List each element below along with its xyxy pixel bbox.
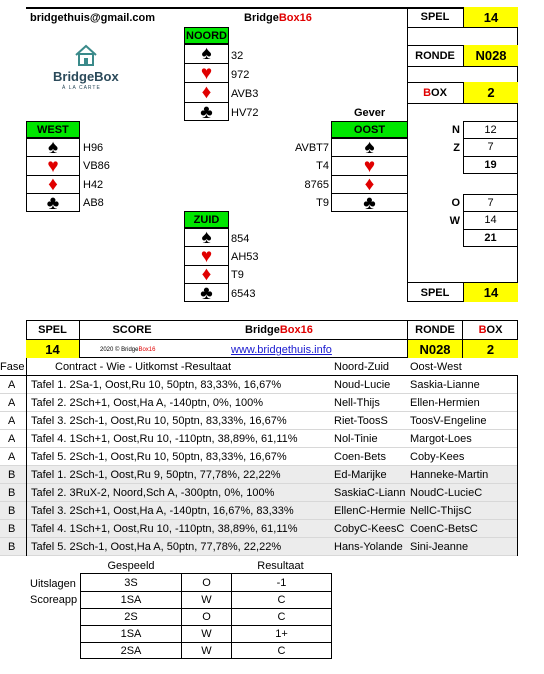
spel-value: 14 [463, 7, 518, 27]
hcp-z-value: 7 [463, 138, 518, 156]
south-label: ZUID [184, 211, 229, 228]
hcp-n-value: 12 [463, 121, 518, 139]
box-label-ox: OX [431, 87, 447, 99]
summary-row [81, 608, 331, 625]
score-box-label [463, 320, 518, 339]
south-spade-icon: ♠ [201, 226, 212, 248]
ow-pair-cell: Coby-Kees [410, 451, 465, 463]
table-row [0, 430, 518, 448]
west-clubs: AB8 [83, 197, 104, 209]
copyright-brand-pre: Bridge [121, 347, 139, 353]
results-header-row [0, 358, 518, 376]
fase-cell: B [8, 505, 16, 517]
summary-row [81, 642, 331, 659]
north-diamond-icon: ♦ [184, 82, 229, 102]
col-fase: Fase [0, 361, 25, 373]
summary-result-cell: C [277, 611, 286, 623]
score-brand-mid: Box [279, 324, 301, 336]
table-row [0, 376, 518, 394]
south-diamond-icon: ♦ [184, 265, 229, 283]
summary-side-label-2: Scoreapp [30, 594, 78, 606]
fase-cell: A [8, 379, 16, 391]
north-spades: 32 [231, 50, 244, 62]
contract-cell: Tafel 4. 1Sch+1, Oost,Ru 10, -110ptn, 38,89%, 61,11% [31, 433, 298, 445]
summary-contract-cell: 1SA [81, 626, 182, 642]
score-spel-value: 14 [26, 340, 80, 358]
results-body [0, 376, 518, 556]
west-hearts: VB86 [83, 160, 110, 172]
ow-pair-cell: Hanneke-Martin [410, 469, 489, 481]
table-row [0, 412, 518, 430]
score-brand [245, 324, 313, 336]
nz-pair-cell: SaskiaC-Liann [334, 487, 406, 499]
south-clubs: 6543 [231, 288, 256, 300]
north-clubs: HV72 [231, 107, 259, 119]
east-spades: AVBT7 [294, 142, 329, 154]
nz-pair-cell: CobyC-KeesC [334, 523, 405, 535]
summary-contract-cell: 3S [81, 574, 182, 591]
logo-main-text: BridgeBox [53, 69, 119, 84]
score-ronde-label: RONDE [407, 320, 463, 339]
summary-side-label-1: Uitslagen [30, 578, 76, 590]
fase-cell: B [8, 541, 16, 553]
brand-pre: Bridge [244, 12, 279, 24]
summary-result-cell: -1 [276, 576, 287, 589]
nz-pair-cell: Hans-Yolande [334, 541, 403, 553]
contract-cell: Tafel 3. 2Sch-1, Oost,Ru 10, 50ptn, 83,33%, 16,67% [31, 415, 287, 427]
nz-pair-cell: Riet-ToosS [334, 415, 388, 427]
east-spade-icon: ♠ [364, 136, 375, 158]
nz-pair-cell: EllenC-Hermie [334, 505, 406, 517]
table-row [0, 394, 518, 412]
email-address: bridgethuis@gmail.com [30, 12, 156, 24]
summary-by-cell: W [182, 643, 232, 659]
summary-row [81, 625, 331, 642]
info-sep-1 [407, 27, 518, 28]
logo-sub-text: À LA CARTE [62, 85, 101, 91]
summary-contract-cell: 1SA [81, 592, 182, 608]
hcp-w-label: W [449, 214, 460, 227]
summary-result-cell: C [277, 645, 286, 657]
summary-contract-cell: 2S [81, 609, 182, 625]
copyright-brand-mid: Box [138, 347, 149, 353]
fase-cell: B [8, 523, 16, 535]
summary-result-cell: C [277, 594, 286, 606]
col-contract: Contract - Wie - Uitkomst -Resultaat [55, 361, 232, 373]
table-row [0, 502, 518, 520]
fase-cell: A [8, 415, 16, 427]
ow-pair-cell: Sini-Jeanne [410, 541, 469, 553]
nz-pair-cell: Nol-Tinie [334, 433, 378, 445]
table-row [0, 484, 518, 502]
bridgebox-logo [50, 44, 122, 92]
ow-pair-cell: CoenC-BetsC [410, 523, 478, 535]
results-fase-border [26, 358, 27, 556]
west-spades: H96 [83, 142, 104, 154]
contract-cell: Tafel 3. 2Sch+1, Oost,Ha A, -140ptn, 16,67%, 83,33% [31, 505, 294, 517]
summary-gespeeld-label: Gespeeld [107, 560, 155, 572]
contract-cell: Tafel 2. 3RuX-2, Noord,Sch A, -300ptn, 0%, 100% [31, 487, 275, 499]
ow-pair-cell: Margot-Loes [410, 433, 472, 445]
results-header-sep [0, 375, 518, 376]
table-row [0, 520, 518, 538]
south-diamonds: T9 [231, 269, 244, 281]
south-club-icon: ♣ [184, 283, 229, 302]
brand-mid: Box [278, 12, 300, 24]
score-brand-num: 16 [300, 324, 313, 336]
north-heart-icon: ♥ [184, 63, 229, 82]
hcp-w-value: 14 [463, 211, 518, 229]
spel-value-bottom: 14 [463, 283, 518, 302]
ow-pair-cell: NoudC-LucieC [410, 487, 483, 499]
north-label: NOORD [184, 27, 229, 44]
west-club-icon: ♣ [26, 193, 80, 212]
score-box-label-b: B [478, 323, 487, 336]
west-spade-icon: ♠ [47, 136, 59, 158]
gever-label: Gever [354, 107, 386, 119]
website-link[interactable]: www.bridgethuis.info [231, 344, 332, 356]
col-ow: Oost-West [410, 361, 462, 373]
contract-cell: Tafel 2. 2Sch+1, Oost,Ha A, -140ptn, 0%, 100% [31, 397, 264, 409]
score-brand-pre: Bridge [245, 324, 280, 336]
score-box-value: 2 [463, 340, 518, 358]
summary-by-cell: W [182, 626, 232, 642]
hcp-o-value: 7 [463, 194, 518, 212]
brand-num: 16 [299, 12, 312, 24]
north-club-icon: ♣ [184, 102, 229, 121]
table-row [0, 448, 518, 466]
fase-cell: B [8, 469, 16, 481]
east-club-icon: ♣ [331, 193, 408, 212]
hcp-z-label: Z [453, 141, 460, 154]
results-right-border [517, 376, 518, 556]
fase-cell: A [8, 397, 16, 409]
ow-pair-cell: Saskia-Lianne [410, 379, 480, 391]
house-icon [74, 44, 98, 66]
south-heart-icon: ♥ [184, 246, 229, 265]
box-label-b: B [423, 87, 432, 99]
contract-cell: Tafel 5. 2Sch-1, Oost,Ru 10, 50ptn, 83,33%, 16,67% [31, 451, 287, 463]
fase-cell: A [8, 451, 16, 463]
east-heart-icon: ♥ [331, 156, 408, 175]
col-nz: Noord-Zuid [334, 361, 390, 373]
east-label: OOST [331, 121, 408, 138]
copyright-text: 2020 © [100, 347, 122, 353]
west-diamond-icon: ♦ [26, 175, 80, 193]
summary-by-cell: W [182, 592, 232, 608]
east-diamonds: 8765 [304, 179, 329, 191]
south-hearts: AH53 [231, 251, 259, 263]
hcp-ow-total: 21 [463, 229, 518, 247]
summary-row [81, 574, 331, 591]
summary-by-cell: O [182, 574, 232, 591]
score-ronde-value: N028 [407, 340, 463, 358]
ronde-value: N028 [463, 45, 518, 66]
summary-resultaat-label: Resultaat [257, 560, 304, 572]
east-diamond-icon: ♦ [331, 175, 408, 193]
north-spade-icon: ♠ [201, 43, 212, 64]
results-table [0, 358, 518, 556]
summary-result-cell: 1+ [275, 628, 288, 640]
east-hearts: T4 [316, 160, 329, 172]
copyright [100, 347, 155, 353]
brand-title [244, 12, 312, 24]
summary-table [80, 573, 332, 659]
ow-pair-cell: ToosV-Engeline [410, 415, 487, 427]
nz-pair-cell: Ed-Marijke [334, 469, 387, 481]
ow-pair-cell: NellC-ThijsC [410, 505, 472, 517]
ow-pair-cell: Ellen-Hermien [410, 397, 480, 409]
copyright-brand-num: 16 [148, 347, 156, 353]
west-diamonds: H42 [83, 179, 104, 191]
north-diamonds: AVB3 [231, 88, 259, 100]
hcp-o-label: O [451, 196, 460, 209]
west-label: WEST [26, 121, 80, 138]
north-hearts: 972 [231, 69, 250, 81]
score-box-label-ox: OX [486, 323, 503, 336]
ronde-label: RONDE [415, 50, 455, 62]
summary-row [81, 591, 331, 608]
nz-pair-cell: Nell-Thijs [334, 397, 380, 409]
summary-contract-cell: 2SA [81, 643, 182, 659]
fase-cell: A [8, 433, 16, 445]
east-clubs: T9 [316, 197, 329, 209]
spel-label: SPEL [420, 11, 450, 23]
score-title: SCORE [112, 323, 152, 336]
west-heart-icon: ♥ [26, 156, 80, 175]
contract-cell: Tafel 1. 2Sa-1, Oost,Ru 10, 50ptn, 83,33%, 16,67% [31, 379, 282, 391]
box-label [407, 83, 463, 103]
summary-by-cell: O [182, 609, 232, 625]
info-sep-3 [407, 66, 518, 67]
fase-cell: B [8, 487, 16, 499]
table-row [0, 466, 518, 484]
nz-pair-cell: Coen-Bets [334, 451, 386, 463]
table-row [0, 538, 518, 556]
contract-cell: Tafel 5. 2Sch-1, Oost,Ha A, 50ptn, 77,78%, 22,22% [31, 541, 282, 553]
hcp-n-label: N [452, 123, 460, 136]
spel-label-bottom: SPEL [420, 286, 450, 299]
score-spel-label: SPEL [26, 320, 80, 339]
info-sep-5 [407, 103, 518, 104]
hcp-nz-total: 19 [463, 156, 518, 174]
south-spades: 854 [231, 233, 250, 245]
contract-cell: Tafel 1. 2Sch-1, Oost,Ru 9, 50ptn, 77,78%, 22,22% [31, 469, 281, 481]
box-value: 2 [463, 82, 518, 103]
nz-pair-cell: Noud-Lucie [334, 379, 391, 391]
contract-cell: Tafel 4. 1Sch+1, Oost,Ru 10, -110ptn, 38,89%, 61,11% [31, 523, 298, 535]
